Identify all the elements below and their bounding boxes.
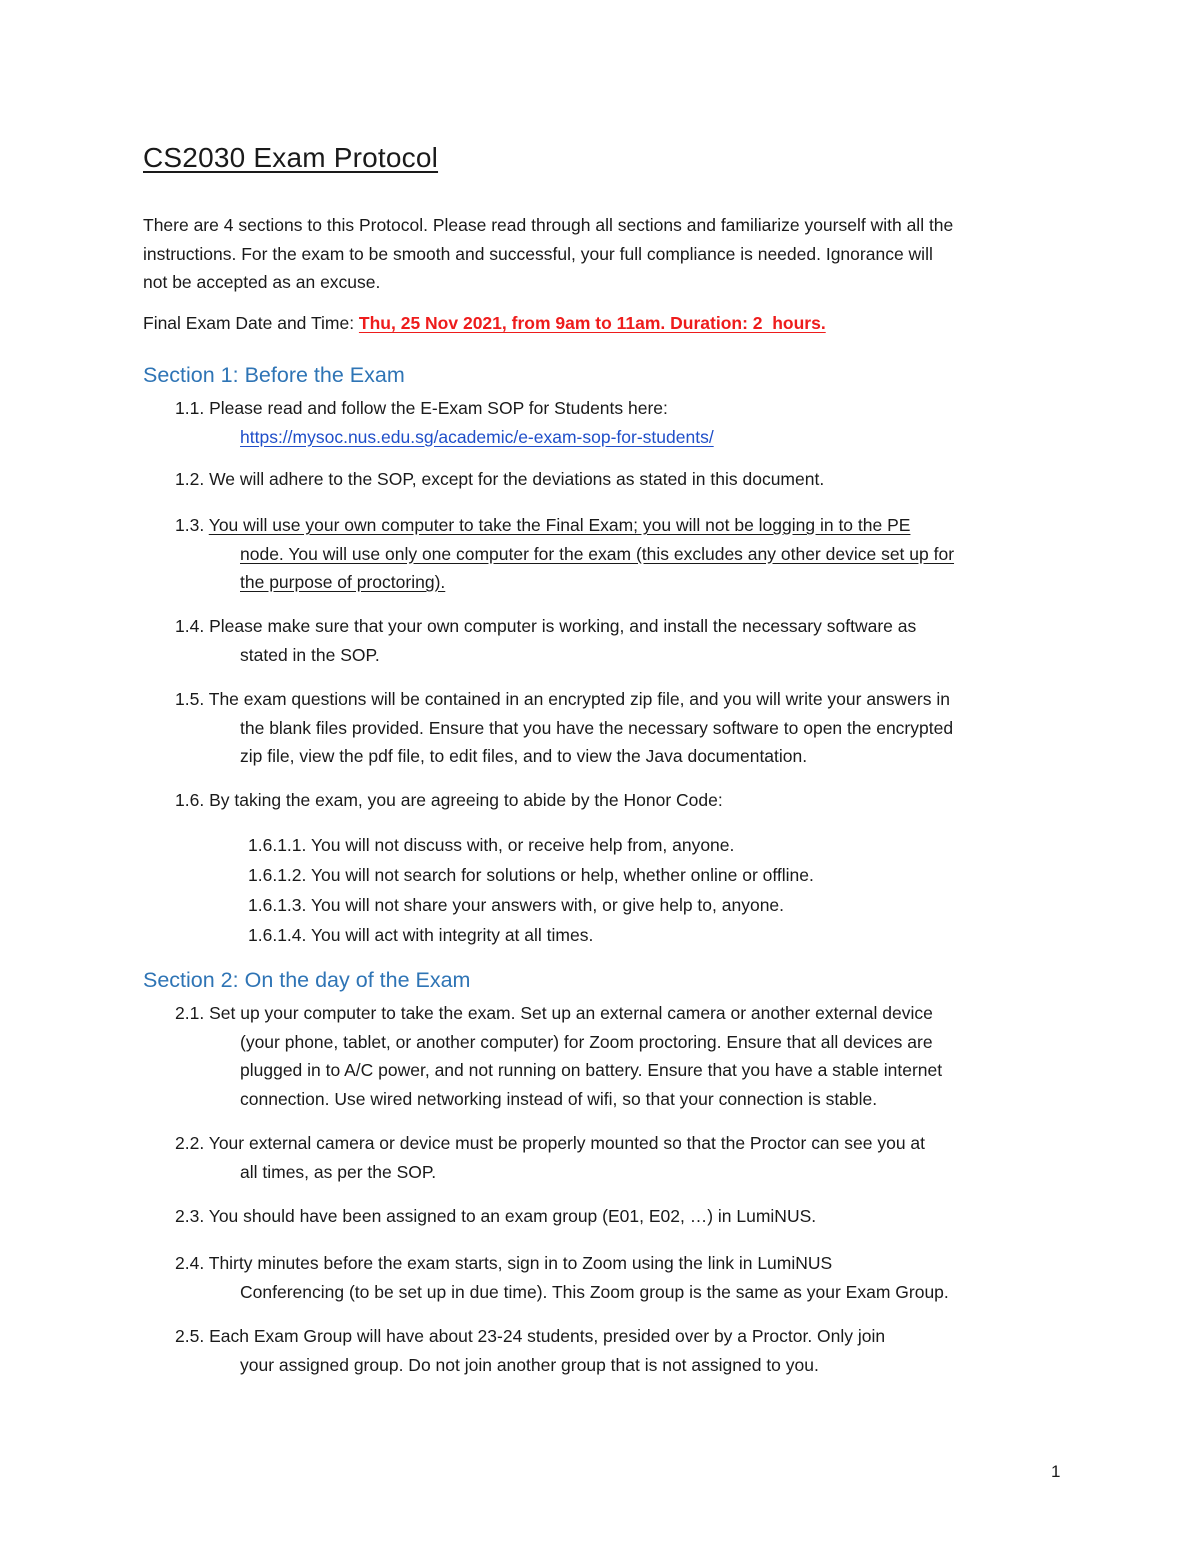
intro-line-1: There are 4 sections to this Protocol. Please read through all sections and familiarize yourself with all the <box>143 215 954 235</box>
item-text: We will adhere to the SOP, except for the deviations as stated in this document. <box>209 469 825 489</box>
sub-text: You will not search for solutions or help, whether online or offline. <box>310 865 814 885</box>
item-2-1 <box>175 999 1075 1113</box>
item-1-3 <box>175 511 1075 597</box>
item-2-5 <box>175 1322 1075 1379</box>
intro-line-3: not be accepted as an excuse. <box>143 272 381 292</box>
honor-code-item-4 <box>248 921 1068 950</box>
intro-paragraph <box>143 211 1083 297</box>
item-number: 1.5. <box>175 689 205 709</box>
item-2-4 <box>175 1249 1075 1306</box>
item-number: 1.1. <box>175 398 205 418</box>
item-text-line-3: plugged in to A/C power, and not running on battery. Ensure that you have a stable internet <box>240 1060 943 1080</box>
honor-code-item-3 <box>248 891 1068 920</box>
item-number: 1.2. <box>175 469 205 489</box>
item-number: 2.5. <box>175 1326 205 1346</box>
item-number: 1.3. <box>175 515 205 535</box>
exam-date-label: Final Exam Date and Time: <box>143 313 359 333</box>
honor-code-item-1 <box>248 831 1068 860</box>
item-1-6 <box>175 786 1075 815</box>
exam-date-line <box>143 313 826 334</box>
item-text-line-2: your assigned group. Do not join another group that is not assigned to you. <box>240 1354 819 1375</box>
item-text: Set up your computer to take the exam. Set up an external camera or another external device <box>209 1003 933 1023</box>
section-2-heading: Section 2: On the day of the Exam <box>143 968 471 992</box>
item-number: 2.1. <box>175 1003 205 1023</box>
item-1-1 <box>175 394 1075 451</box>
item-text-line-3: the purpose of proctoring). <box>240 572 446 592</box>
item-text-line-2: node. You will use only one computer for the exam (this excludes any other device set up for <box>240 543 955 564</box>
item-text: Each Exam Group will have about 23-24 students, presided over by a Proctor. Only join <box>209 1326 886 1346</box>
item-text: You should have been assigned to an exam group (E01, E02, …) in LumiNUS. <box>208 1206 817 1226</box>
section-1-heading: Section 1: Before the Exam <box>143 363 405 387</box>
page-title: CS2030 Exam Protocol <box>143 142 439 173</box>
item-text: Thirty minutes before the exam starts, sign in to Zoom using the link in LumiNUS <box>208 1253 833 1273</box>
item-number: 2.2. <box>175 1133 205 1153</box>
item-text-line-2: (your phone, tablet, or another computer) for Zoom proctoring. Ensure that all devices are <box>240 1031 933 1052</box>
sub-number: 1.6.1.3. <box>248 895 307 915</box>
item-number: 2.4. <box>175 1253 205 1273</box>
sub-number: 1.6.1.4. <box>248 925 307 945</box>
sub-number: 1.6.1.2. <box>248 865 307 885</box>
item-text-line-3: zip file, view the pdf file, to edit files, and to view the Java documentation. <box>240 746 808 766</box>
item-number: 2.3. <box>175 1206 205 1226</box>
item-1-2 <box>175 465 1075 494</box>
e-exam-sop-link[interactable]: https://mysoc.nus.edu.sg/academic/e-exam-sop-for-students/ <box>240 426 714 447</box>
item-number: 1.6. <box>175 790 205 810</box>
sub-number: 1.6.1.1. <box>248 835 307 855</box>
item-2-2 <box>175 1129 1075 1186</box>
sub-text: You will act with integrity at all times. <box>310 925 594 945</box>
item-text: You will use your own computer to take the Final Exam; you will not be logging in to the PE <box>208 515 911 535</box>
item-text: Your external camera or device must be properly mounted so that the Proctor can see you at <box>208 1133 926 1153</box>
item-text: By taking the exam, you are agreeing to abide by the Honor Code: <box>209 790 723 810</box>
item-text: Please make sure that your own computer is working, and install the necessary software as <box>209 616 917 636</box>
item-text: The exam questions will be contained in an encrypted zip file, and you will write your answers in <box>208 689 950 709</box>
item-text-line-2: Conferencing (to be set up in due time). This Zoom group is the same as your Exam Group. <box>240 1281 949 1302</box>
item-number: 1.4. <box>175 616 205 636</box>
item-text-line-2: the blank files provided. Ensure that you have the necessary software to open the encrypted <box>240 717 954 738</box>
item-text-line-4: connection. Use wired networking instead of wifi, so that your connection is stable. <box>240 1088 878 1109</box>
item-text: Please read and follow the E-Exam SOP for Students here: <box>209 398 668 418</box>
item-1-5 <box>175 685 1075 771</box>
item-2-3 <box>175 1202 1075 1231</box>
item-text-line-2: all times, as per the SOP. <box>240 1161 437 1182</box>
exam-date-value: Thu, 25 Nov 2021, from 9am to 11am. Duration: 2 hours. <box>358 313 826 333</box>
sub-text: You will not share your answers with, or give help to, anyone. <box>310 895 785 915</box>
item-1-4 <box>175 612 1075 669</box>
honor-code-item-2 <box>248 861 1068 890</box>
intro-line-2: instructions. For the exam to be smooth and successful, your full compliance is needed. Ignorance will <box>143 243 933 264</box>
sub-text: You will not discuss with, or receive help from, anyone. <box>310 835 735 855</box>
page-number: 1 <box>1051 1462 1061 1481</box>
item-text-line-2: stated in the SOP. <box>240 644 380 665</box>
